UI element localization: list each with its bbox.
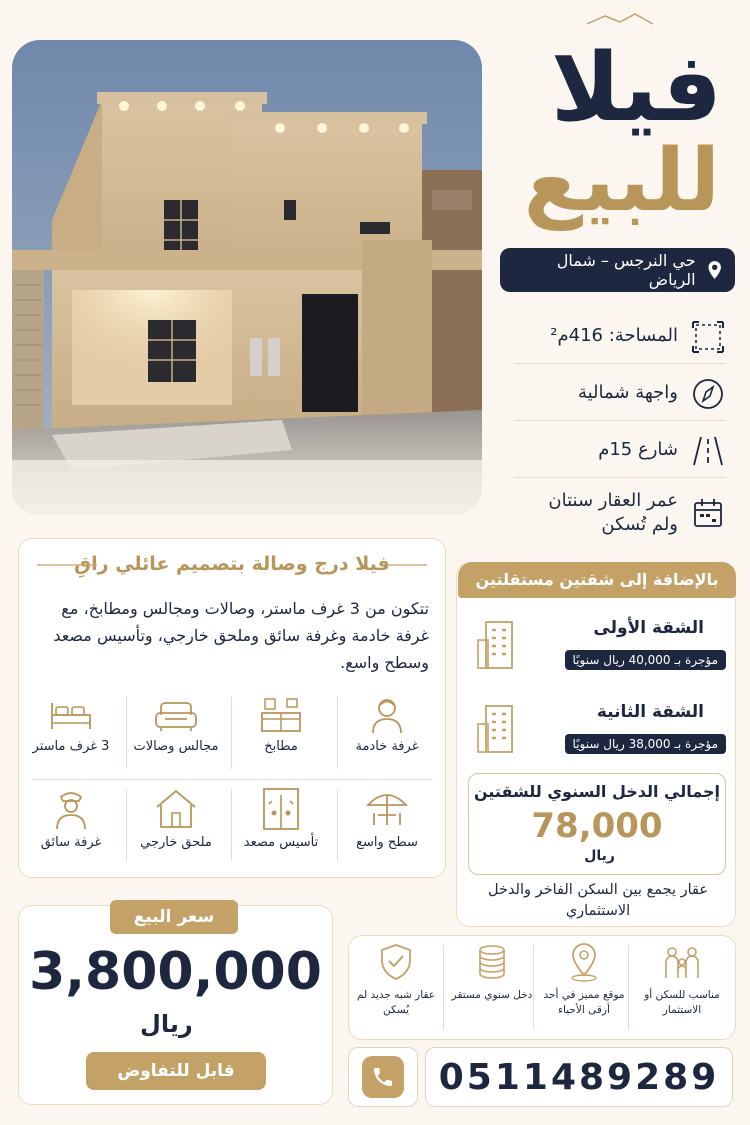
apartment-2-rent: مؤجرة بـ 38,000 ريال سنويًا [565,734,726,754]
income-currency: ريال [584,848,615,864]
amenity-roof: سطح واسع [335,787,439,869]
bed-icon [48,695,94,735]
feature-facade [514,367,726,421]
sale-price-label: سعر البيع [110,900,238,934]
apartment-2-name: الشقة الثانية [596,702,704,722]
divider-left [37,563,97,567]
maid-icon [367,695,407,735]
feature-area [514,310,726,364]
amenity-kitchens: مطابخ [229,695,333,777]
amenity-driver-room: غرفة سائق [19,787,123,869]
location-pin-icon [564,942,604,982]
phone-icon [371,1065,395,1089]
apartment-2 [472,696,728,764]
roof-ornament [585,12,655,26]
title-villa: فيلا [550,34,722,143]
location-pin-icon [704,259,725,281]
location-text: حي النرجس – شمال الرياض [556,251,696,289]
feature-age-text: عمر العقار سنتان ولم تُسكن [548,489,678,535]
amenity-maid-room: غرفة خادمة [335,695,439,777]
benefit-prime-location: موقع مميز في أحد أرقى الأحياء [538,942,630,1018]
family-icon [662,942,702,982]
amenity-living-rooms: مجالس وصالات [124,695,228,777]
kitchen-icon [259,695,303,735]
benefit-almost-new: عقار شبه جديد لم يُسكن [350,942,442,1018]
amenity-annex: ملحق خارجي [124,787,228,869]
building-icon [476,702,522,754]
annual-income-box [468,773,726,875]
annex-icon [153,787,199,831]
benefit-stable-income: دخل سنوي مستقر [446,942,538,1003]
feature-facade-text: واجهة شمالية [577,382,678,404]
calendar-icon [690,495,726,531]
apartments-header: بالإضافة إلى شقتين مستقلتين [458,562,736,598]
feature-age [514,481,726,545]
benefit-living-investment: مناسب للسكن أو الاستثمار [636,942,728,1018]
apartment-1-rent: مؤجرة بـ 40,000 ريال سنويًا [565,650,726,670]
description-title: فيلا درج وصالة بتصميم عائلي راقِ [74,553,390,575]
road-icon [690,433,726,469]
amenity-master-bedrooms: 3 غرف ماستر [19,695,123,777]
location-bar [500,248,735,292]
apartment-1-name: الشقة الأولى [593,618,704,638]
apartment-1 [472,612,728,680]
income-value: 78,000 [531,806,663,846]
divider-right [387,563,427,567]
description-card [18,538,446,878]
phone-number[interactable]: 0511489289 [425,1047,733,1107]
title-for-sale: للبيع [523,131,720,231]
sale-price-currency: ريال [140,1010,193,1038]
investment-note: عقار يجمع بين السكن الفاخر والدخل الاستثماري [488,882,708,919]
description-body: تتكون من 3 غرف ماستر، وصالات ومجالس ومطابخ، مع غرفة خادمة وغرفة سائق وملحق خارجي، وتأسيس مصعد وسطح واسع. [53,599,429,672]
negotiable-badge: قابل للتفاوض [86,1052,266,1090]
elevator-icon [260,787,302,831]
area-icon [690,319,726,355]
sofa-icon [153,695,199,735]
income-label: إجمالي الدخل السنوي للشقتين [474,782,720,801]
shield-check-icon [376,942,416,982]
amenity-elevator: تأسيس مصعد [229,787,333,869]
sale-price-value: 3,800,000 [29,942,322,1002]
villa-photo [12,40,482,515]
feature-area-text: المساحة: 416م² [550,325,678,347]
compass-icon [690,376,726,412]
umbrella-icon [364,787,410,831]
call-button[interactable] [348,1047,418,1107]
feature-street-text: شارع 15م [598,439,678,461]
building-icon [476,618,522,670]
feature-street [514,424,726,478]
coins-icon [472,942,512,982]
driver-icon [51,787,91,831]
